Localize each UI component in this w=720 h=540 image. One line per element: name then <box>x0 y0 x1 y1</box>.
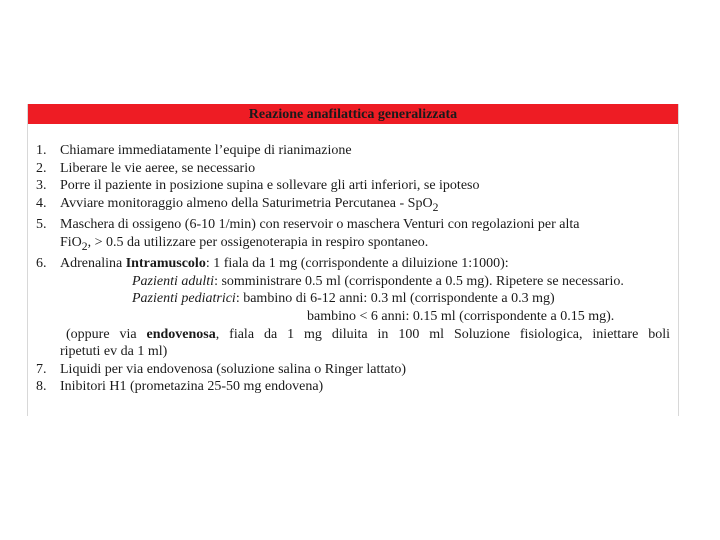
iv-note-line-2: ripetuti ev da 1 ml) <box>60 344 168 360</box>
item-number: 6. <box>36 256 47 272</box>
route-bold: Intramuscolo <box>125 256 206 272</box>
list-item-5-continuation <box>36 234 670 255</box>
item-number: 1. <box>36 143 47 158</box>
iv-text-b: , fiala da 1 mg diluita in 100 ml Soluzione fisiologica, iniettare boli <box>215 326 670 342</box>
item-text: Inibitori H1 (prometazina 25-50 mg endovena) <box>60 379 324 395</box>
item-text: Maschera di ossigeno (6-10 1/min) con reservoir o maschera Venturi con regolazioni per alta <box>60 217 580 233</box>
item-number: 3. <box>36 178 47 194</box>
list-item-6 <box>36 255 670 273</box>
iv-bold: endovenosa <box>146 326 216 342</box>
list-item-2 <box>36 160 670 178</box>
pediatric-dose-line-2: bambino < 6 anni: 0.15 ml (corrispondente a 0.15 mg). <box>307 308 615 324</box>
item-text <box>60 195 670 216</box>
item-text: Liquidi per via endovenosa (soluzione salina o Ringer lattato) <box>60 361 407 377</box>
adult-label: Pazienti adulti <box>132 273 215 289</box>
item-number: 8. <box>36 379 47 395</box>
item-text-main: Avviare monitoraggio almeno della Saturimetria Percutanea - SpO <box>60 195 433 211</box>
continuation-text: , > 0.5 da utilizzare per ossigenoterapia in respiro spontaneo. <box>87 234 429 250</box>
pediatric-text: : bambino di 6-12 anni: 0.3 ml (corrispondente a 0.3 mg) <box>235 291 555 307</box>
pediatric-label: Pazienti pediatrici <box>132 291 236 307</box>
item-number: 5. <box>36 217 47 233</box>
list-item-5 <box>36 216 670 234</box>
protocol-document <box>27 104 679 416</box>
item-text: Chiamare immediatamente l’equipe di rianimazione <box>60 143 352 158</box>
adrenalina-label: Adrenalina <box>60 256 126 272</box>
list-item-7 <box>36 361 670 379</box>
list-item-4 <box>36 195 670 216</box>
adult-dose-line <box>36 273 670 291</box>
document-title: Reazione anafilattica generalizzata <box>28 104 678 124</box>
item-number: 4. <box>36 195 47 211</box>
list-item-3 <box>36 177 670 195</box>
list-item-1 <box>36 142 670 160</box>
item-number: 7. <box>36 361 47 377</box>
iv-text-a: (oppure via <box>66 326 147 342</box>
item-text <box>60 255 670 273</box>
subscript: 2 <box>432 200 439 214</box>
adult-text: : somministrare 0.5 ml (corrispondente a 0.5 mg). Ripetere se necessario. <box>214 273 624 289</box>
pediatric-dose-line <box>36 290 670 308</box>
iv-note-line <box>36 326 670 344</box>
protocol-list <box>28 124 678 396</box>
adrenalina-dose: : 1 fiala da 1 mg (corrispondente a diluizione 1:1000): <box>205 256 509 272</box>
item-number: 2. <box>36 160 47 176</box>
item-text: Porre il paziente in posizione supina e sollevare gli arti inferiori, se ipoteso <box>60 178 480 194</box>
subscript: 2 <box>81 239 88 253</box>
item-text: Liberare le vie aeree, se necessario <box>60 160 256 176</box>
fio-label: FiO <box>60 234 82 250</box>
list-item-8 <box>36 378 670 396</box>
